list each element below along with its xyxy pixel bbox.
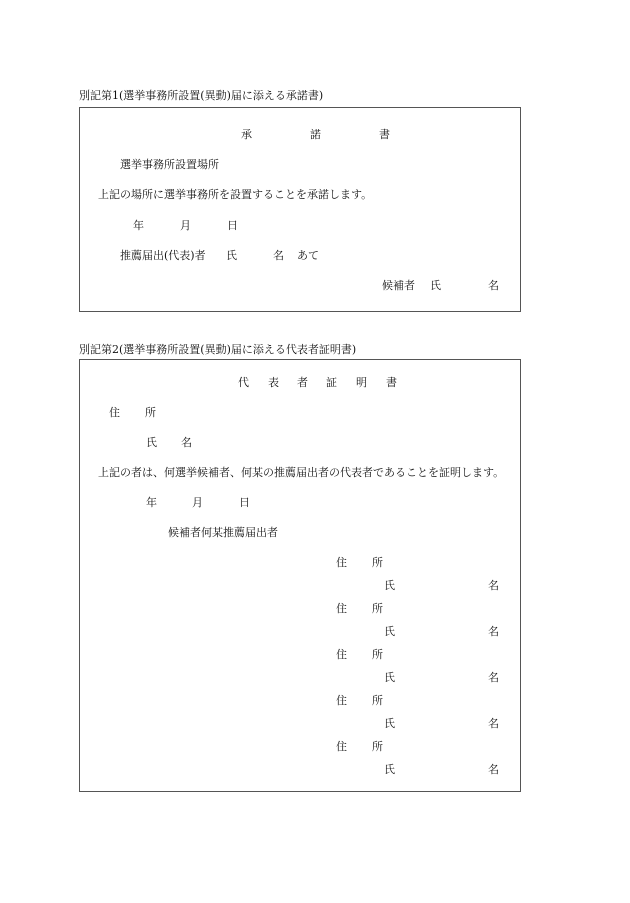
form1-addressee-shi: 氏 [226, 249, 237, 262]
entry-3-sho: 所 [372, 648, 383, 661]
form1-location-label: 選挙事務所設置場所 [120, 158, 219, 171]
form2-group-label: 候補者何某推薦届出者 [168, 526, 278, 539]
form1-addressee-mei: 名 [273, 249, 284, 262]
entry-2-sho: 所 [372, 602, 383, 615]
form2-title-char-2: 表 [268, 376, 279, 389]
form1-caption: 別記第1(選挙事務所設置(異動)届に添える承諾書) [79, 89, 324, 102]
form2-title-char-1: 代 [238, 376, 249, 389]
form2-title-char-3: 者 [297, 376, 308, 389]
form2-name-mei: 名 [181, 436, 192, 449]
entry-1-shi: 氏 [384, 579, 395, 592]
entry-4-ju: 住 [336, 694, 347, 707]
entry-1-ju: 住 [336, 556, 347, 569]
entry-5-shi: 氏 [384, 763, 395, 776]
form1-body-text: 上記の場所に選挙事務所を設置することを承諾します。 [98, 188, 373, 201]
form1-date-month: 月 [180, 219, 191, 232]
form2-title-char-6: 書 [386, 376, 397, 389]
form1-title-char-2: 諾 [310, 128, 321, 141]
form2-caption: 別記第2(選挙事務所設置(異動)届に添える代表者証明書) [79, 343, 357, 356]
entry-2-shi: 氏 [384, 625, 395, 638]
form2-date-month: 月 [192, 496, 203, 509]
entry-2-mei: 名 [488, 625, 499, 638]
form2-address-sho: 所 [145, 406, 156, 419]
entry-1-mei: 名 [488, 579, 499, 592]
entry-4-mei: 名 [488, 717, 499, 730]
entry-4-shi: 氏 [384, 717, 395, 730]
form1-title-char-3: 書 [379, 128, 390, 141]
entry-5-sho: 所 [372, 740, 383, 753]
entry-3-mei: 名 [488, 671, 499, 684]
entry-1-sho: 所 [372, 556, 383, 569]
entry-2-ju: 住 [336, 602, 347, 615]
form1-candidate-mei: 名 [488, 279, 499, 292]
entry-5-ju: 住 [336, 740, 347, 753]
form2-title-char-4: 証 [326, 376, 337, 389]
form1-date-year: 年 [133, 219, 144, 232]
entry-3-shi: 氏 [384, 671, 395, 684]
entry-3-ju: 住 [336, 648, 347, 661]
form1-addressee-suffix: あて [297, 249, 319, 262]
form2-date-day: 日 [239, 496, 250, 509]
form2-address-ju: 住 [109, 406, 120, 419]
form2-body-text: 上記の者は、何選挙候補者、何某の推薦届出者の代表者であることを証明します。 [98, 466, 505, 479]
form1-addressee-prefix: 推薦届出(代表)者 [120, 249, 206, 262]
form2-title-char-5: 明 [356, 376, 367, 389]
form1-box [79, 107, 521, 312]
form1-date-day: 日 [227, 219, 238, 232]
entry-5-mei: 名 [488, 763, 499, 776]
form2-box [79, 359, 521, 792]
form1-candidate-shi: 氏 [430, 279, 441, 292]
form2-date-year: 年 [146, 496, 157, 509]
entry-4-sho: 所 [372, 694, 383, 707]
form1-title-char-1: 承 [241, 128, 252, 141]
form2-name-shi: 氏 [146, 436, 157, 449]
form1-candidate-label: 候補者 [382, 279, 415, 292]
